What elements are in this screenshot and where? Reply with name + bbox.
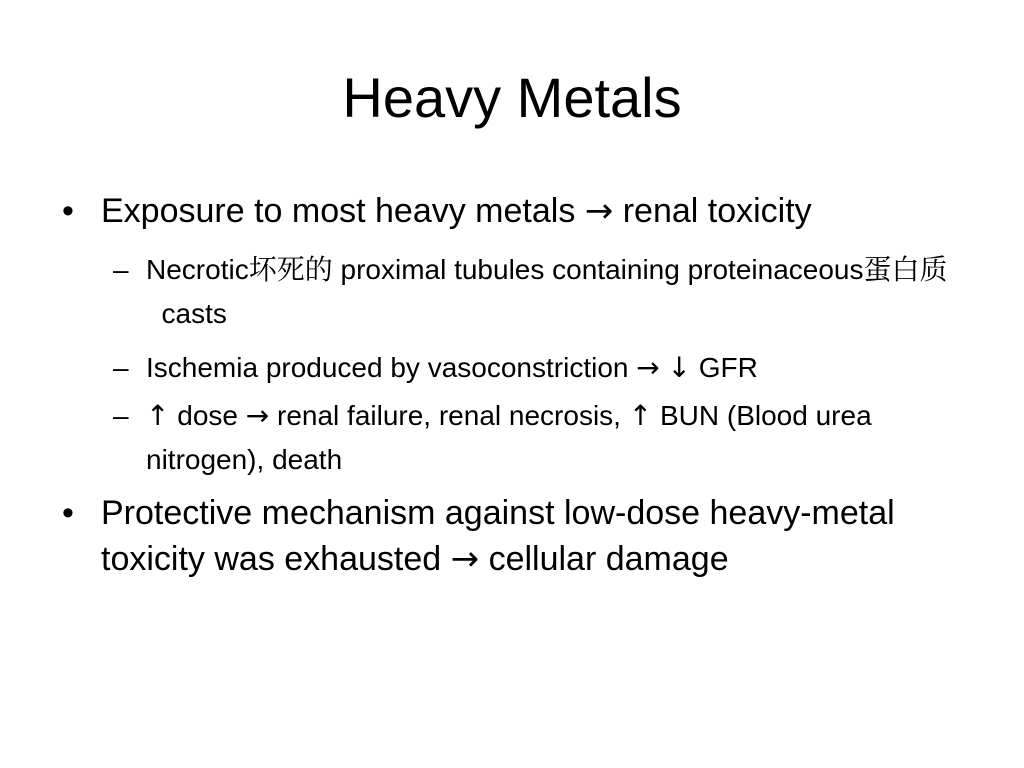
bullet-text: Protective mechanism against low-dose heavy-metal toxicity was exhausted → cellular damage xyxy=(101,494,895,579)
bullet-text: Exposure to most heavy metals → renal toxicity xyxy=(101,191,812,231)
bullet-dot: • xyxy=(62,494,74,532)
bullet-item xyxy=(62,490,962,582)
right-arrow-icon: → xyxy=(584,191,614,231)
slide-title: Heavy Metals xyxy=(342,66,682,129)
right-arrow-icon: → xyxy=(245,399,270,432)
sub-bullet-text: Ischemia produced by vasoconstriction → ↓ GFR xyxy=(146,351,758,384)
right-arrow-icon: → xyxy=(636,351,660,384)
sub-bullet-dash: – xyxy=(113,400,129,431)
sub-bullet-dash: – xyxy=(113,352,129,383)
sub-bullet-text: Necrotic坏死的 proximal tubules containing proteinaceous蛋白质 casts xyxy=(146,253,948,329)
sub-bullet-item xyxy=(113,394,953,482)
sub-bullet-item xyxy=(113,346,953,390)
sub-bullet-dash: – xyxy=(113,254,129,285)
bullet-item xyxy=(62,188,962,234)
sub-bullet-item xyxy=(113,248,953,336)
down-arrow-icon: ↓ xyxy=(667,351,691,384)
up-arrow-icon: ↑ xyxy=(628,399,653,432)
bullet-dot: • xyxy=(62,192,74,230)
up-arrow-icon: ↑ xyxy=(146,399,170,432)
right-arrow-icon: → xyxy=(450,539,480,579)
sub-bullet-text: ↑ dose → renal failure, renal necrosis, ↑ BUN (Blood urea nitrogen), death xyxy=(146,399,872,475)
